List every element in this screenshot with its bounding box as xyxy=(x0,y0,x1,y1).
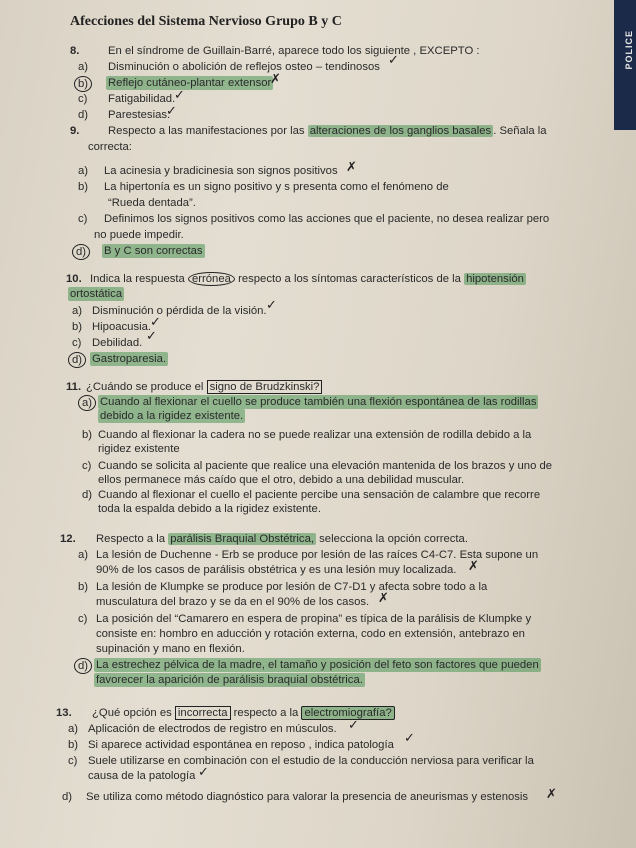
stem-circled: errónea xyxy=(188,272,235,286)
stem-highlight: ortostática xyxy=(70,288,123,300)
question-stem xyxy=(90,272,526,286)
option-text: Definimos los signos positivos como las acciones que el paciente, no desea realizar pero xyxy=(104,213,550,225)
option-letter: a) xyxy=(78,395,96,411)
stem-boxed: signo de Brudzkinski? xyxy=(207,380,323,394)
check-mark: ✓ xyxy=(404,731,415,746)
option-letter: b) xyxy=(78,181,89,193)
option-text: Suele utilizarse en combinación con el estudio de la conducción nerviosa para verificar la xyxy=(88,755,534,767)
stem-part: ¿Cuándo se produce el xyxy=(86,381,204,393)
option-letter: c) xyxy=(78,93,88,105)
page-title: Afecciones del Sistema Nervioso Grupo B y C xyxy=(70,14,342,29)
option-text-highlighted: Reflejo cutáneo-plantar extensor xyxy=(108,77,272,89)
stem-part: Respecto a las manifestaciones por las xyxy=(108,125,305,137)
option-text: consiste en: hombro en aducción y rotación externa, codo en extensión, antebrazo en xyxy=(96,628,525,640)
option-text: Parestesias. xyxy=(108,109,171,121)
question-number: 13. xyxy=(56,707,72,719)
stem-part: ¿Qué opción es xyxy=(92,707,172,719)
check-mark: ✓ xyxy=(198,765,209,780)
option-letter: d) xyxy=(74,658,92,674)
option-letter: a) xyxy=(68,723,79,735)
option-letter: b) xyxy=(72,321,83,333)
check-mark: ✓ xyxy=(388,53,399,68)
stem-highlight: hipotensión xyxy=(466,273,524,285)
question-stem: En el síndrome de Guillain-Barré, aparece todo los siguiente , EXCEPTO : xyxy=(108,45,480,57)
check-mark: ✓ xyxy=(150,315,161,330)
cross-mark: ✗ xyxy=(546,787,557,802)
option-text: Disminución o pérdida de la visión. xyxy=(92,305,267,317)
stem-highlight: alteraciones de los ganglios basales xyxy=(309,125,492,137)
option-text-highlighted: debido a la rigidez existente. xyxy=(100,410,244,422)
option-letter: b) xyxy=(78,581,89,593)
option-letter: b) xyxy=(74,76,92,92)
option-letter: a) xyxy=(78,61,89,73)
option-text: La acinesia y bradicinesia son signos positivos xyxy=(104,165,338,177)
question-stem xyxy=(96,532,468,546)
question-stem xyxy=(86,380,322,394)
option-text: Fatigabilidad. xyxy=(108,93,176,105)
option-text: Aplicación de electrodos de registro en músculos. xyxy=(88,723,337,735)
check-mark: ✓ xyxy=(348,718,359,733)
stem-part: correcta: xyxy=(88,141,132,153)
option-text: Disminución o abolición de reflejos osteo – tendinosos xyxy=(108,61,380,73)
option-text-highlighted: Gastroparesia. xyxy=(92,353,167,365)
stem-boxed: incorrecta xyxy=(175,706,231,720)
option-text: Si aparece actividad espontánea en reposo , indica patología xyxy=(88,739,394,751)
side-book-edge xyxy=(614,0,636,130)
check-mark: ✓ xyxy=(146,329,157,344)
option-text: “Rueda dentada”. xyxy=(108,197,196,209)
question-stem xyxy=(108,124,547,138)
option-text-highlighted: favorecer la aparición de parálisis braquial obstétrica. xyxy=(96,674,363,686)
option-text: La lesión de Duchenne - Erb se produce por lesión de las raíces C4-C7. Esta supone un xyxy=(96,549,539,561)
stem-part: respecto a la xyxy=(233,707,299,719)
option-letter: c) xyxy=(78,213,88,225)
option-text: rigidez existente xyxy=(98,443,180,455)
option-letter: d) xyxy=(82,489,93,501)
question-number: 10. xyxy=(66,273,82,285)
cross-mark: ✗ xyxy=(468,559,479,574)
option-text: Se utiliza como método diagnóstico para valorar la presencia de aneurismas y estenosis xyxy=(86,791,529,803)
option-letter: d) xyxy=(72,244,90,260)
option-letter: a) xyxy=(78,165,89,177)
option-text: La posición del “Camarero en espera de propina” es típica de la parálisis de Klumpke y xyxy=(96,613,532,625)
check-mark: ✓ xyxy=(166,104,177,119)
option-text: no puede impedir. xyxy=(94,229,184,241)
question-number: 12. xyxy=(60,533,76,545)
question-number: 11. xyxy=(66,381,82,393)
option-letter: d) xyxy=(78,109,89,121)
stem-part: . Señala la xyxy=(493,125,547,137)
option-text: Hipoacusia. xyxy=(92,321,152,333)
option-text: La hipertonía es un signo positivo y s presenta como el fenómeno de xyxy=(104,181,449,193)
option-letter: c) xyxy=(82,460,92,472)
side-label: POLICE xyxy=(624,30,634,70)
option-text: Cuando al flexionar la cadera no se puede realizar una extensión de rodilla debido a la xyxy=(98,429,532,441)
question-number: 9. xyxy=(70,125,80,137)
cross-mark: ✗ xyxy=(378,591,389,606)
option-letter: a) xyxy=(72,305,83,317)
option-letter: c) xyxy=(72,337,82,349)
stem-part: respecto a los síntomas característicos de la xyxy=(238,273,461,285)
option-text-highlighted: La estrechez pélvica de la madre, el tamaño y posición del feto son factores que pueden xyxy=(96,659,539,671)
option-letter: a) xyxy=(78,549,89,561)
option-letter: c) xyxy=(68,755,78,767)
check-mark: ✓ xyxy=(266,298,277,313)
stem-boxed-highlight: electromiografía? xyxy=(301,706,394,720)
option-text-highlighted: Cuando al flexionar el cuello se produce también una flexión espontánea de las rodillas xyxy=(100,396,537,408)
stem-highlight: parálisis Braquial Obstétrica, xyxy=(170,533,315,545)
stem-part: Indica la respuesta xyxy=(90,273,185,285)
check-mark: ✓ xyxy=(174,88,185,103)
option-text: Debilidad. xyxy=(92,337,143,349)
stem-part: selecciona la opción correcta. xyxy=(319,533,468,545)
option-letter: b) xyxy=(82,429,93,441)
cross-mark: ✗ xyxy=(346,160,357,175)
option-text: supinación y mano en flexión. xyxy=(96,643,245,655)
option-text: toda la espalda debido a la rigidez existente. xyxy=(98,503,321,515)
option-text: Cuando se solicita al paciente que realice una elevación mantenida de los brazos y uno de xyxy=(98,460,553,472)
option-letter: c) xyxy=(78,613,88,625)
option-letter: d) xyxy=(68,352,86,368)
option-text: 90% de los casos de parálisis obstétrica y es una lesión muy localizada. xyxy=(96,564,457,576)
option-text: musculatura del brazo y se da en el 90% de los casos. xyxy=(96,596,370,608)
option-text-highlighted: B y C son correctas xyxy=(104,245,203,257)
option-letter: b) xyxy=(68,739,79,751)
question-number: 8. xyxy=(70,45,80,57)
option-text: La lesión de Klumpke se produce por lesión de C7-D1 y afecta sobre todo a la xyxy=(96,581,488,593)
option-letter: d) xyxy=(62,791,73,803)
stem-part: Respecto a la xyxy=(96,533,166,545)
option-text: Cuando al flexionar el cuello el paciente percibe una sensación de calambre que recorre xyxy=(98,489,541,501)
option-text: ellos permanece más caído que el otro, debido a una debilidad muscular. xyxy=(98,474,465,486)
cross-mark: ✗ xyxy=(270,72,281,87)
option-text: causa de la patología xyxy=(88,770,196,782)
